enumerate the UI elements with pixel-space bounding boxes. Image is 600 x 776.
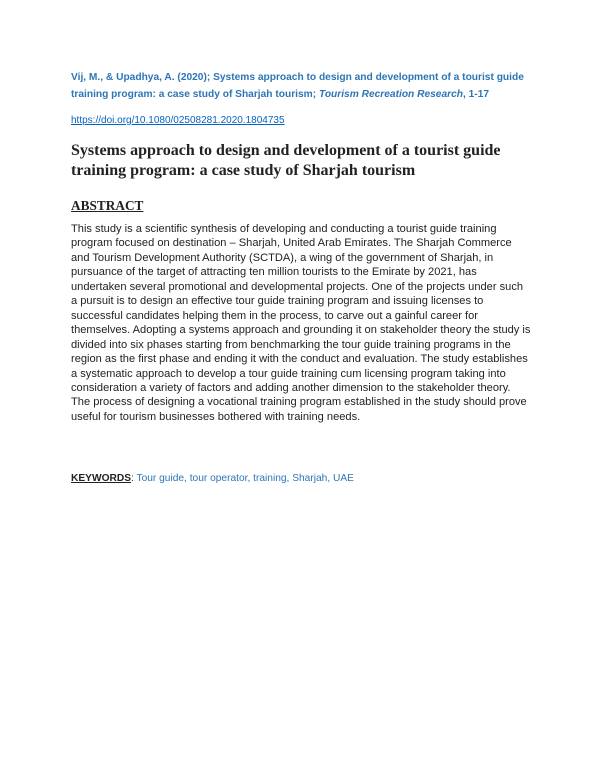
abstract-body: This study is a scientific synthesis of developing and conducting a tourist guide training program focused on destination – Sharjah, United Arab Emirates. The Sharjah Commerce and Tourism Development Authority (SCTDA), a wing of the government of Sharjah, in pursuance of the target of attracting ten million tourists to the Emirate by 2021, has undertaken several promotional and developmental projects. One of the projects under such a pursuit is to design an effective tour guide training program and issuing licenses to successful candidates helping them in the process, to carve out a gainful career for themselves. Adopting a systems approach and grounding it on stakeholder theory the study is divided into six phases starting from benchmarking the tour guide training programs in the region as the first phase and ending it with the conduct and evaluation. The study establishes a systematic approach to develop a tour guide training cum licensing program taking into consideration a variety of factors and adding another dimension to the stakeholder theory. The process of designing a vocational training program established in the study should prove useful for tourism businesses bothered with training needs. <box>71 223 531 423</box>
abstract-heading: ABSTRACT <box>71 198 144 213</box>
citation-authors-title: Vij, M., & Upadhya, A. (2020); Systems approach to design and development of a tourist guide training program: a case study of Sharjah tourism; <box>71 72 524 100</box>
citation <box>71 69 541 103</box>
doi-link[interactable]: https://doi.org/10.1080/02508281.2020.1804735 <box>71 115 285 126</box>
citation-pages: , 1-17 <box>462 89 490 100</box>
keywords <box>71 472 541 486</box>
citation-journal: Tourism Recreation Research <box>318 89 463 100</box>
keywords-label: KEYWORDS <box>71 473 131 484</box>
paper-title: Systems approach to design and development of a tourist guide training program: a case study of Sharjah tourism <box>71 142 501 179</box>
keywords-separator: : <box>131 473 137 484</box>
keywords-list: Tour guide, tour operator, training, Sharjah, UAE <box>136 473 354 484</box>
